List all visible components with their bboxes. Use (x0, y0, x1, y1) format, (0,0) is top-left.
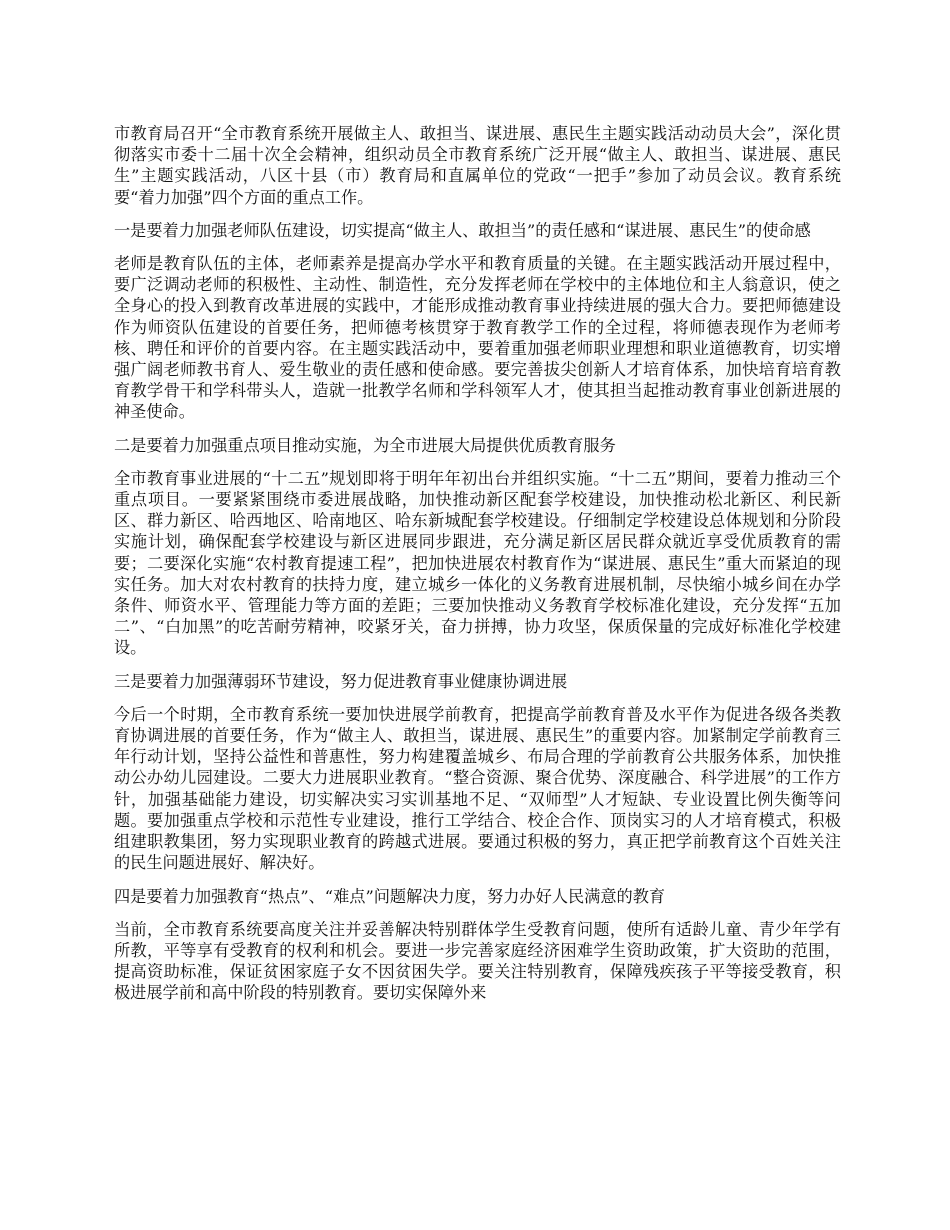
section-heading-4: 四是要着力加强教育“热点”、“难点”问题解决力度，努力办好人民满意的教育 (114, 886, 666, 906)
document-body (114, 123, 841, 1016)
section-heading-2: 二是要着力加强重点项目推动实施，为全市进展大局提供优质教育服务 (114, 435, 616, 455)
section-body-4: 当前，全市教育系统要高度关注并妥善解决特别群体学生受教育问题，使所有适龄儿童、青少年学有所教，平等享有受教育的权利和机会。要进一步完善家庭经济困难学生资助政策，扩大资助的范围，提高资助标准，保证贫困家庭子女不因贫困失学。要关注特别教育，保障残疾孩子平等接受教育，积极进展学前和高中阶段的特别教育。要切实保障外来 (114, 919, 841, 1003)
section-body-2: 全市教育事业进展的“十二五”规划即将于明年年初出台并组织实施。“十二五”期间，要着力推动三个重点项目。一要紧紧围绕市委进展战略，加快推动新区配套学校建设，加快推动松北新区、利民新区、群力新区、哈西地区、哈南地区、哈东新城配套学校建设。仔细制定学校建设总体规划和分阶段实施计划，确保配套学校建设与新区进展同步跟进，充分满足新区居民群众就近享受优质教育的需要；二要深化实施“农村教育提速工程”，把加快进展农村教育作为“谋进展、惠民生”重大而紧迫的现实任务。加大对农村教育的扶持力度，建立城乡一体化的义务教育进展机制，尽快缩小城乡间在办学条件、师资水平、管理能力等方面的差距；三要加快推动义务教育学校标准化建设，充分发挥“五加二”、“白加黑”的吃苦耐劳精神，咬紧牙关，奋力拼搏，协力攻坚，保质保量的完成好标准化学校建设。 (114, 468, 841, 658)
section-body-1: 老师是教育队伍的主体，老师素养是提高办学水平和教育质量的关键。在主题实践活动开展过程中，要广泛调动老师的积极性、主动性、制造性，充分发挥老师在学校中的主体地位和主人翁意识，使之全身心的投入到教育改革进展的实践中，才能形成推动教育事业持续进展的强大合力。要把师德建设作为师资队伍建设的首要任务，把师德考核贯穿于教育教学工作的全过程，将师德表现作为老师考核、聘任和评价的首要内容。在主题实践活动中，要着重加强老师职业理想和职业道德教育，切实增强广阔老师教书育人、爱生敬业的责任感和使命感。要完善拔尖创新人才培育体系，加快培育培育教育教学骨干和学科带头人，造就一批教学名师和学科领军人才，使其担当起推动教育事业创新进展的神圣使命。 (114, 254, 841, 422)
section-heading-1: 一是要着力加强老师队伍建设，切实提高“做主人、敢担当”的责任感和“谋进展、惠民生”的使命感 (114, 220, 811, 240)
section-heading-3: 三是要着力加强薄弱环节建设，努力促进教育事业健康协调进展 (114, 671, 568, 691)
section-body-3: 今后一个时期，全市教育系统一要加快进展学前教育，把提高学前教育普及水平作为促进各级各类教育协调进展的首要任务，作为“做主人、敢担当，谋进展、惠民生”的重要内容。加紧制定学前教育三年行动计划，坚持公益性和普惠性，努力构建覆盖城乡、布局合理的学前教育公共服务体系，加快推动公办幼儿园建设。二要大力进展职业教育。“整合资源、聚合优势、深度融合、科学进展”的工作方针，加强基础能力建设，切实解决实习实训基地不足、“双师型”人才短缺、专业设置比例失衡等问题。要加强重点学校和示范性专业建设，推行工学结合、校企合作、顶岗实习的人才培育模式，积极组建职教集团，努力实现职业教育的跨越式进展。要通过积极的努力，真正把学前教育这个百姓关注的民生问题进展好、解决好。 (114, 704, 841, 873)
intro-paragraph: 市教育局召开“全市教育系统开展做主人、敢担当、谋进展、惠民生主题实践活动动员大会”，深化贯彻落实市委十二届十次全会精神，组织动员全市教育系统广泛开展“做主人、敢担当、谋进展、惠民生”主题实践活动，八区十县（市）教育局和直属单位的党政“一把手”参加了动员会议。教育系统要“着力加强”四个方面的重点工作。 (114, 124, 841, 207)
